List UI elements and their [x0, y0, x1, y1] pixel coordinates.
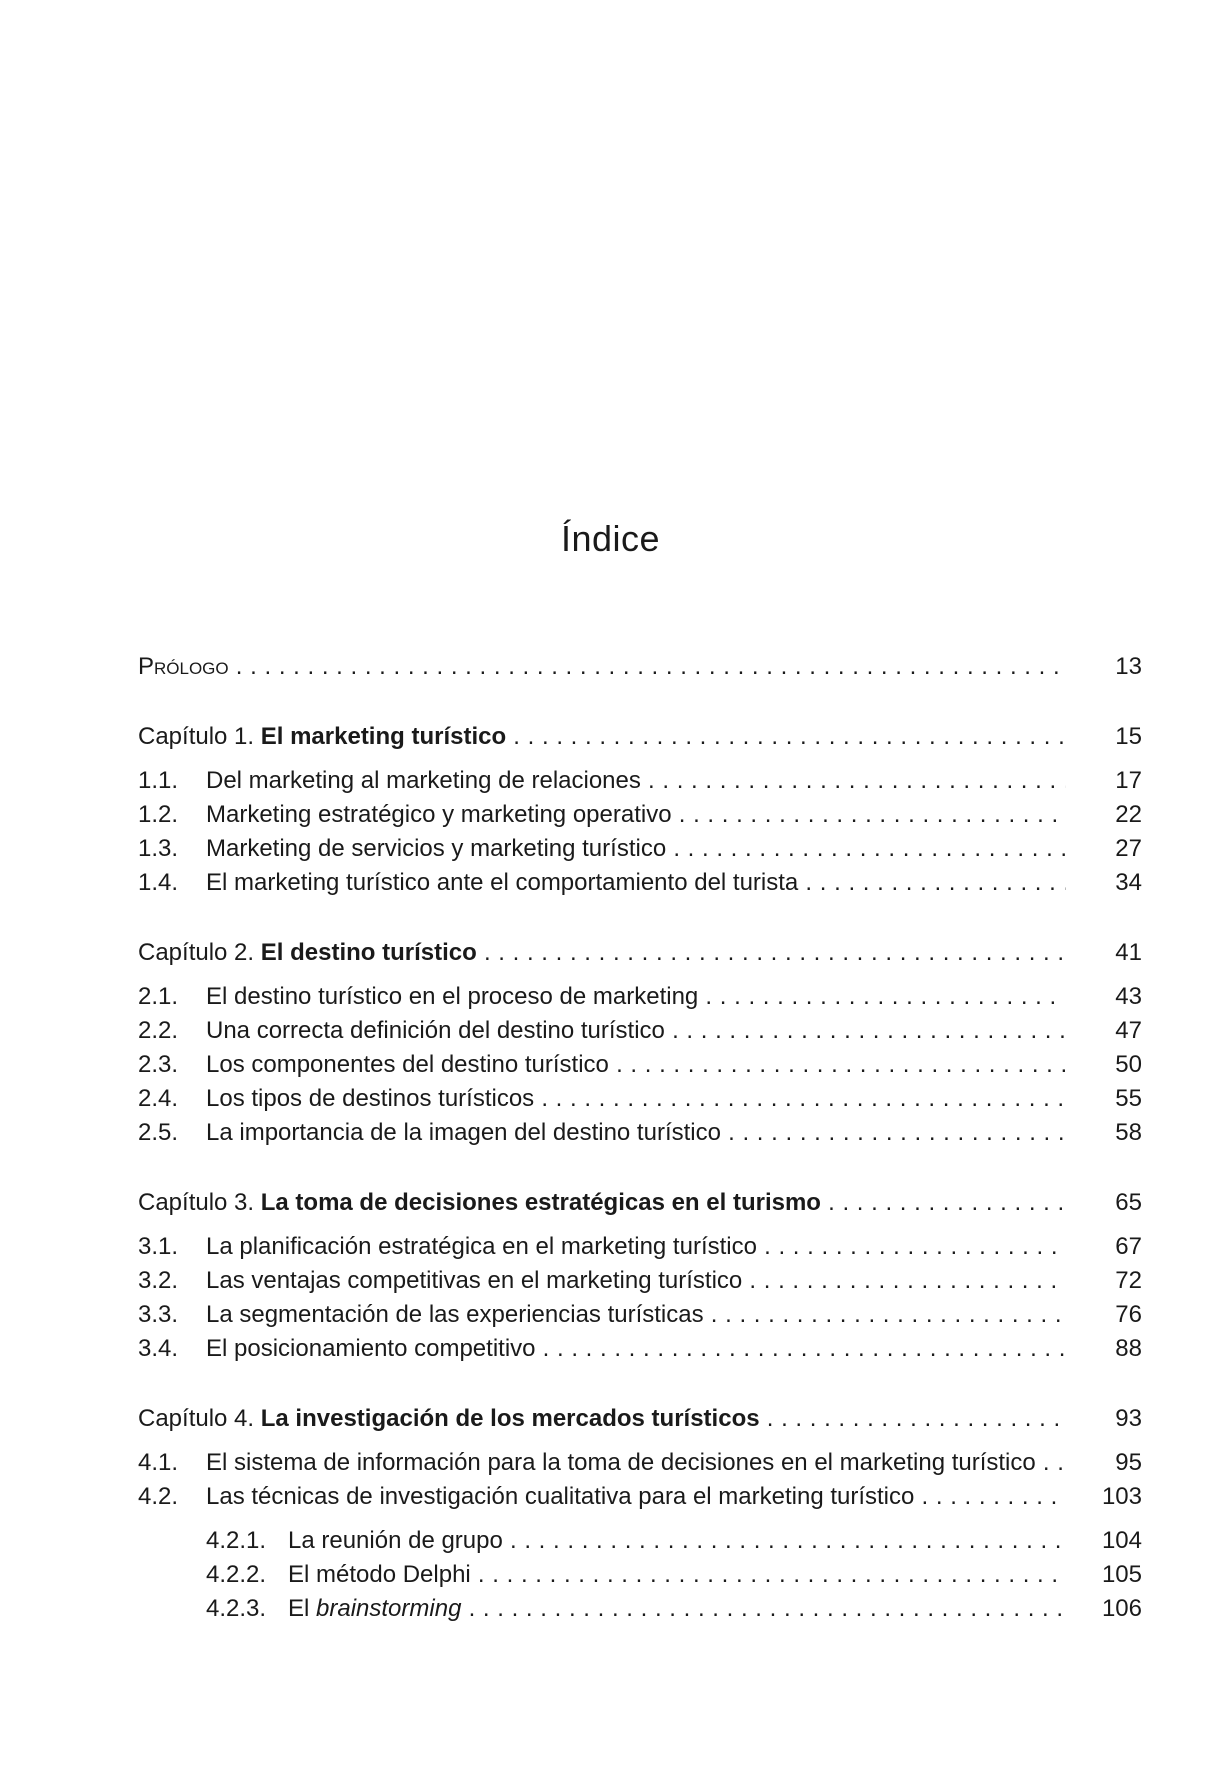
section-number: 3.3.	[138, 1301, 179, 1328]
section-number: 2.5.	[138, 1119, 179, 1146]
toc-chapter-row[interactable]	[138, 1402, 1142, 1436]
toc-subsection-row[interactable]	[138, 1558, 1142, 1592]
subsection-number: 4.2.3.	[206, 1595, 267, 1622]
page-number: 47	[1115, 1017, 1142, 1044]
toc-chapter-row[interactable]	[138, 1186, 1142, 1220]
chapter-title	[138, 936, 1066, 970]
section-number: 1.2.	[138, 801, 179, 828]
section-title: Una correcta definición del destino turístico . . .	[206, 1014, 1066, 1048]
toc-section-row[interactable]	[138, 764, 1142, 798]
section-number: 2.1.	[138, 983, 179, 1010]
page-number: 67	[1115, 1233, 1142, 1260]
section-title: Del marketing al marketing de relaciones . . .	[206, 764, 1066, 798]
table-of-contents	[138, 650, 1142, 1626]
chapter-title	[138, 720, 1066, 754]
page-number: 27	[1115, 835, 1142, 862]
toc-section-row[interactable]	[138, 980, 1142, 1014]
page-number: 17	[1115, 767, 1142, 794]
toc-section-row[interactable]	[138, 1332, 1142, 1366]
section-title: Marketing estratégico y marketing operativo . . .	[206, 798, 1066, 832]
subsection-number: 4.2.2.	[206, 1561, 267, 1588]
page-number: 22	[1115, 801, 1142, 828]
section-number: 2.4.	[138, 1085, 179, 1112]
subsection-title: El método Delphi . . .	[288, 1558, 1066, 1592]
section-title: Las técnicas de investigación cualitativa para el marketing turístico . . .	[206, 1480, 1066, 1514]
section-number: 1.4.	[138, 869, 179, 896]
section-number: 1.1.	[138, 767, 179, 794]
toc-section-row[interactable]	[138, 1082, 1142, 1116]
chapter-name: La investigación de los mercados turísticos	[260, 1405, 760, 1432]
toc-section-row[interactable]	[138, 866, 1142, 900]
section-title: La importancia de la imagen del destino turístico . . .	[206, 1116, 1066, 1150]
toc-section-row[interactable]	[138, 1480, 1142, 1514]
subsection-title: La reunión de grupo . . .	[288, 1524, 1066, 1558]
section-title: La segmentación de las experiencias turísticas . . .	[206, 1298, 1066, 1332]
chapter-label: Capítulo 3.	[138, 1189, 261, 1216]
chapter-label: Capítulo 2.	[138, 939, 261, 966]
section-title: Los componentes del destino turístico . . .	[206, 1048, 1066, 1082]
chapter-title	[138, 1186, 1066, 1220]
section-number: 3.1.	[138, 1233, 179, 1260]
page-number: 95	[1115, 1449, 1142, 1476]
prologue-label: Prólogo	[138, 653, 229, 680]
chapter-label: Capítulo 4.	[138, 1405, 261, 1432]
section-title: La planificación estratégica en el marketing turístico . . .	[206, 1230, 1066, 1264]
chapter-name: La toma de decisiones estratégicas en el turismo	[260, 1189, 821, 1216]
toc-section-row[interactable]	[138, 832, 1142, 866]
toc-section-row[interactable]	[138, 1298, 1142, 1332]
toc-section-row[interactable]	[138, 1116, 1142, 1150]
section-title: Las ventajas competitivas en el marketing turístico . . .	[206, 1264, 1066, 1298]
page-title: Índice	[560, 518, 661, 559]
toc-section-row[interactable]	[138, 1446, 1142, 1480]
chapter-name: El destino turístico	[260, 939, 477, 966]
section-title: El posicionamiento competitivo . . .	[206, 1332, 1066, 1366]
section-number: 4.2.	[138, 1483, 179, 1510]
page-number: 13	[1115, 653, 1142, 680]
page-number: 72	[1115, 1267, 1142, 1294]
toc-subsection-row[interactable]	[138, 1592, 1142, 1626]
subsection-title: El brainstorming . . .	[288, 1592, 1066, 1626]
toc-subsection-row[interactable]	[138, 1524, 1142, 1558]
section-title: Marketing de servicios y marketing turístico . . .	[206, 832, 1066, 866]
section-title: El destino turístico en el proceso de marketing . . .	[206, 980, 1066, 1014]
toc-section-row[interactable]	[138, 798, 1142, 832]
section-number: 4.1.	[138, 1449, 179, 1476]
page-number: 50	[1115, 1051, 1142, 1078]
page-number: 105	[1101, 1561, 1142, 1588]
section-title: El sistema de información para la toma de decisiones en el marketing turístico . . .	[206, 1446, 1066, 1480]
toc-chapter-row[interactable]	[138, 720, 1142, 754]
page-number: 58	[1115, 1119, 1142, 1146]
section-title: El marketing turístico ante el comportamiento del turista . . .	[206, 866, 1066, 900]
section-number: 3.4.	[138, 1335, 179, 1362]
page-number: 103	[1101, 1483, 1142, 1510]
page-number: 41	[1115, 939, 1142, 966]
page-number: 65	[1115, 1189, 1142, 1216]
toc-prologue-title	[138, 650, 1066, 684]
toc-section-row[interactable]	[138, 1014, 1142, 1048]
section-number: 2.3.	[138, 1051, 179, 1078]
chapter-title	[138, 1402, 1066, 1436]
toc-section-row[interactable]	[138, 1230, 1142, 1264]
section-title: Los tipos de destinos turísticos . . .	[206, 1082, 1066, 1116]
toc-chapter-row[interactable]	[138, 936, 1142, 970]
toc-section-row[interactable]	[138, 1048, 1142, 1082]
page-number: 106	[1101, 1595, 1142, 1622]
page-number: 15	[1115, 723, 1142, 750]
italic-term: brainstorming	[316, 1595, 462, 1622]
toc-section-row[interactable]	[138, 1264, 1142, 1298]
page-number: 93	[1115, 1405, 1142, 1432]
section-number: 3.2.	[138, 1267, 179, 1294]
chapter-label: Capítulo 1.	[138, 723, 261, 750]
page-number: 34	[1115, 869, 1142, 896]
page-number: 104	[1101, 1527, 1142, 1554]
section-number: 2.2.	[138, 1017, 179, 1044]
page-number: 55	[1115, 1085, 1142, 1112]
page-number: 43	[1115, 983, 1142, 1010]
subsection-number: 4.2.1.	[206, 1527, 267, 1554]
toc-prologue-row[interactable]	[138, 650, 1142, 684]
page-number: 76	[1115, 1301, 1142, 1328]
page-number: 88	[1115, 1335, 1142, 1362]
section-number: 1.3.	[138, 835, 179, 862]
chapter-name: El marketing turístico	[260, 723, 507, 750]
